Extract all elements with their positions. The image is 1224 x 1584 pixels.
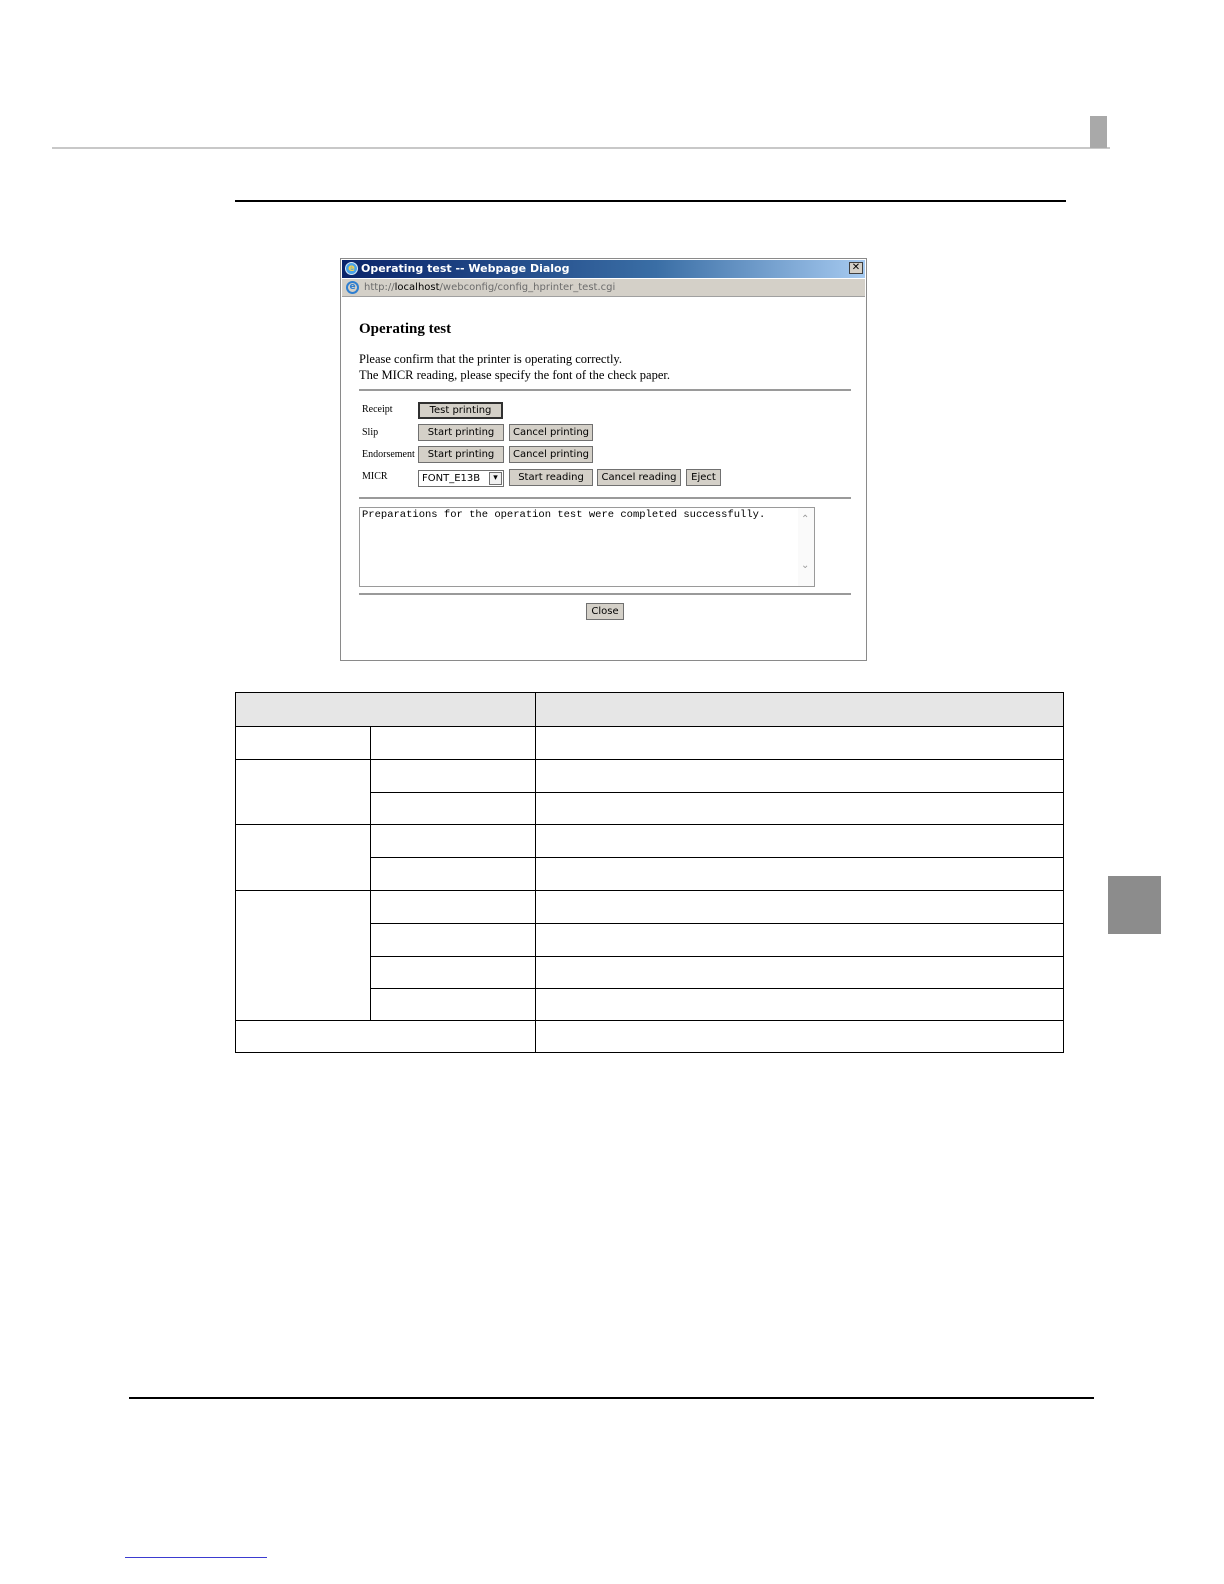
endorsement-cancel-printing-button[interactable]: Cancel printing — [509, 446, 593, 463]
table-description-cell — [535, 890, 1064, 924]
table-description-cell — [535, 956, 1064, 989]
table-header-cell — [535, 692, 1064, 727]
table-description-cell — [535, 792, 1064, 825]
close-button[interactable]: Close — [586, 603, 624, 620]
endorsement-start-printing-button[interactable]: Start printing — [418, 446, 504, 463]
table-item-cell — [370, 824, 536, 858]
instruction-line: Please confirm that the printer is operating correctly. — [359, 352, 622, 366]
address-url — [364, 279, 615, 296]
table-description-cell — [535, 824, 1064, 858]
address-bar — [342, 279, 865, 297]
url-path: /webconfig/config_hprinter_test.cgi — [439, 282, 616, 293]
operating-test-dialog — [340, 258, 867, 661]
ie-icon: e — [345, 262, 358, 275]
chapter-side-tab — [1108, 876, 1161, 934]
header-tab-marker — [1090, 116, 1107, 148]
micr-cancel-reading-button[interactable]: Cancel reading — [597, 469, 681, 486]
instruction-line: The MICR reading, please specify the font of the check paper. — [359, 368, 670, 382]
endorsement-label: Endorsement — [362, 449, 415, 460]
table-description-cell — [535, 759, 1064, 793]
micr-label: MICR — [362, 471, 388, 482]
table-group-cell — [235, 824, 371, 891]
settings-table — [235, 692, 1064, 1053]
table-description-cell — [535, 1020, 1064, 1053]
table-item-cell — [370, 857, 536, 891]
url-host: localhost — [394, 282, 440, 293]
table-item-cell — [370, 988, 536, 1021]
dialog-heading: Operating test — [359, 321, 452, 337]
receipt-label: Receipt — [362, 404, 393, 415]
table-item-cell — [235, 1020, 536, 1053]
table-group-cell — [235, 759, 371, 825]
table-description-cell — [535, 726, 1064, 760]
dialog-titlebar — [342, 260, 865, 278]
micr-font-select[interactable] — [418, 470, 504, 487]
result-message: Preparations for the operation test were completed successfully. — [362, 509, 766, 521]
table-item-cell — [370, 890, 536, 924]
result-textarea[interactable] — [359, 507, 815, 587]
header-rule — [52, 147, 1110, 149]
slip-start-printing-button[interactable]: Start printing — [418, 424, 504, 441]
section-rule — [235, 200, 1066, 202]
micr-start-reading-button[interactable]: Start reading — [509, 469, 593, 486]
separator — [359, 593, 851, 595]
slip-cancel-printing-button[interactable]: Cancel printing — [509, 424, 593, 441]
slip-label: Slip — [362, 427, 379, 438]
table-group-cell — [235, 890, 371, 1021]
table-header-cell — [235, 692, 536, 727]
separator — [359, 497, 851, 499]
table-item-cell — [370, 923, 536, 957]
close-icon[interactable]: ✕ — [849, 262, 863, 274]
receipt-test-printing-button[interactable]: Test printing — [418, 402, 503, 419]
table-group-cell — [235, 726, 371, 760]
ie-icon: e — [346, 281, 359, 294]
footer-rule — [129, 1397, 1094, 1399]
result-scrollbar[interactable] — [798, 508, 814, 586]
url-scheme: http:// — [364, 282, 395, 293]
micr-font-value: FONT_E13B — [422, 473, 481, 484]
separator — [359, 389, 851, 391]
table-item-cell — [370, 759, 536, 793]
table-item-cell — [370, 726, 536, 760]
chevron-down-icon[interactable]: ▾ — [489, 472, 502, 485]
table-description-cell — [535, 988, 1064, 1021]
table-description-cell — [535, 923, 1064, 957]
table-item-cell — [370, 956, 536, 989]
footer-link-underline — [125, 1557, 267, 1558]
table-item-cell — [370, 792, 536, 825]
chevron-up-icon[interactable]: ⌃ — [801, 514, 810, 525]
table-description-cell — [535, 857, 1064, 891]
chevron-down-icon[interactable]: ⌄ — [801, 560, 810, 571]
micr-eject-button[interactable]: Eject — [686, 469, 721, 486]
dialog-title: Operating test -- Webpage Dialog — [361, 262, 570, 275]
